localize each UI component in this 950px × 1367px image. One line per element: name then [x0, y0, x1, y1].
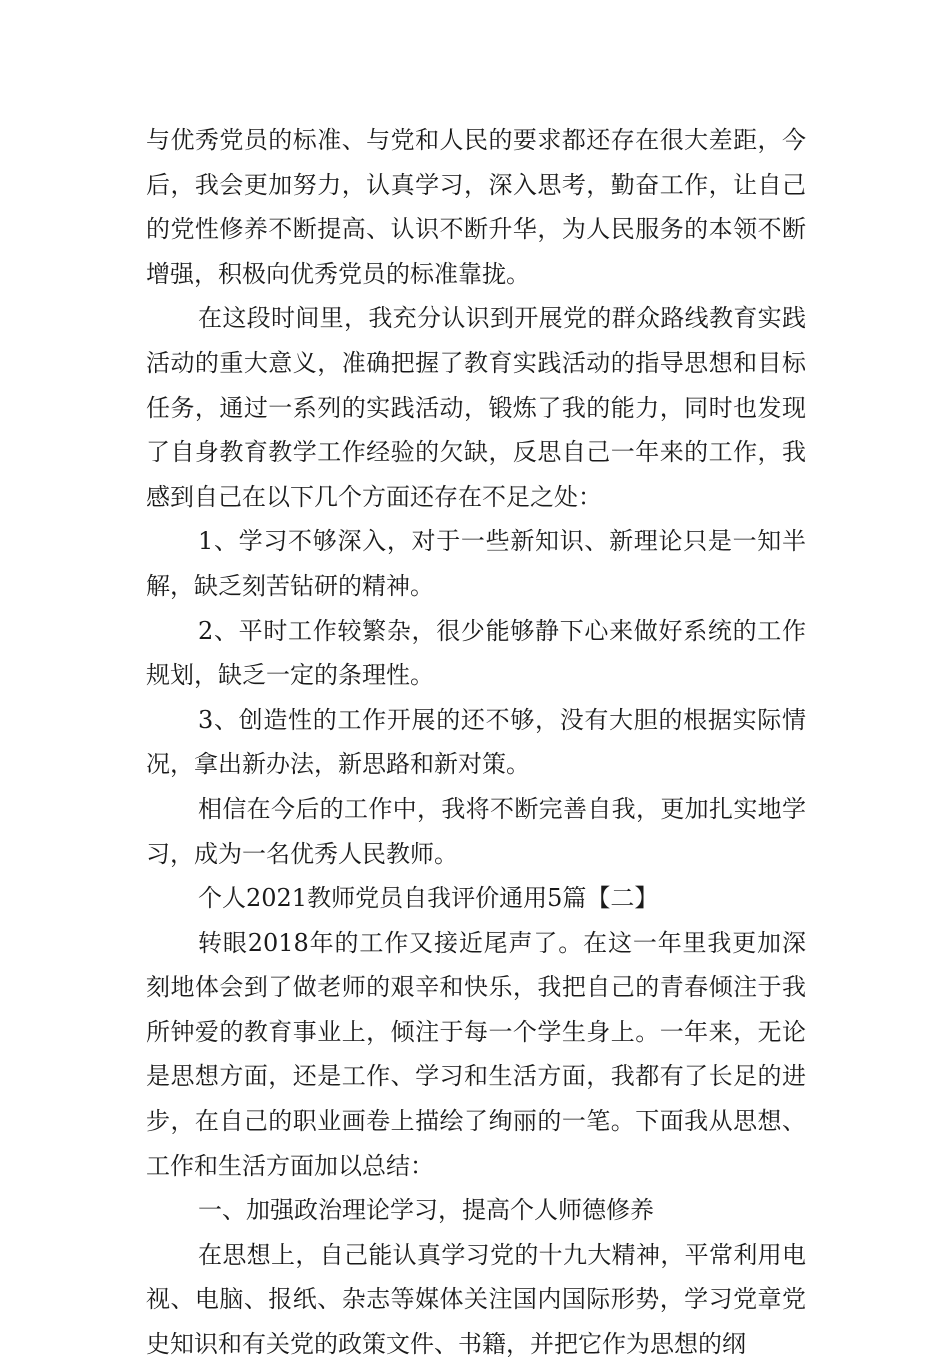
section-title: 个人2021教师党员自我评价通用5篇【二】 — [198, 884, 659, 913]
list-item-2: 2、平时工作较繁杂，很少能够静下心来做好系统的工作规划，缺乏一定的条理性。 — [146, 616, 806, 690]
paragraph-continuation: 与优秀党员的标准、与党和人民的要求都还存在很大差距，今后，我会更加努力，认真学习，深入思考，勤奋工作，让自己的党性修养不断提高、认识不断升华，为人民服务的本领不断增强，积极向优秀党员的标准靠拢。 — [146, 126, 806, 288]
list-item-1: 1、学习不够深入，对于一些新知识、新理论只是一知半解，缺乏刻苦钻研的精神。 — [146, 527, 806, 600]
subsection-heading: 一、加强政治理论学习，提高个人师德修养 — [198, 1196, 654, 1225]
paragraph-thought: 在思想上，自己能认真学习党的十九大精神，平常利用电视、电脑、报纸、杂志等媒体关注国内国际形势，学习党章党史知识和有关党的政策文件、书籍，并把它作为思想的纲 — [146, 1240, 806, 1359]
paragraph-year-summary: 转眼2018年的工作又接近尾声了。在这一年里我更加深刻地体会到了做老师的艰辛和快乐，我把自己的青春倾注于我所钟爱的教育事业上，倾注于每一个学生身上。一年来，无论是思想方面，还是工作、学习和生活方面，我都有了长足的进步，在自己的职业画卷上描绘了绚丽的一笔。下面我从思想、工作和生活方面加以总结： — [146, 928, 806, 1180]
paragraph-self-reflection: 在这段时间里，我充分认识到开展党的群众路线教育实践活动的重大意义，准确把握了教育实践活动的指导思想和目标任务，通过一系列的实践活动，锻炼了我的能力，同时也发现了自身教育教学工作经验的欠缺，反思自己一年来的工作，我感到自己在以下几个方面还存在不足之处： — [146, 304, 806, 511]
list-item-3: 3、创造性的工作开展的还不够，没有大胆的根据实际情况，拿出新办法，新思路和新对策。 — [146, 705, 806, 779]
paragraph-conclusion: 相信在今后的工作中，我将不断完善自我，更加扎实地学习，成为一名优秀人民教师。 — [146, 794, 806, 868]
document-page — [146, 118, 806, 1367]
